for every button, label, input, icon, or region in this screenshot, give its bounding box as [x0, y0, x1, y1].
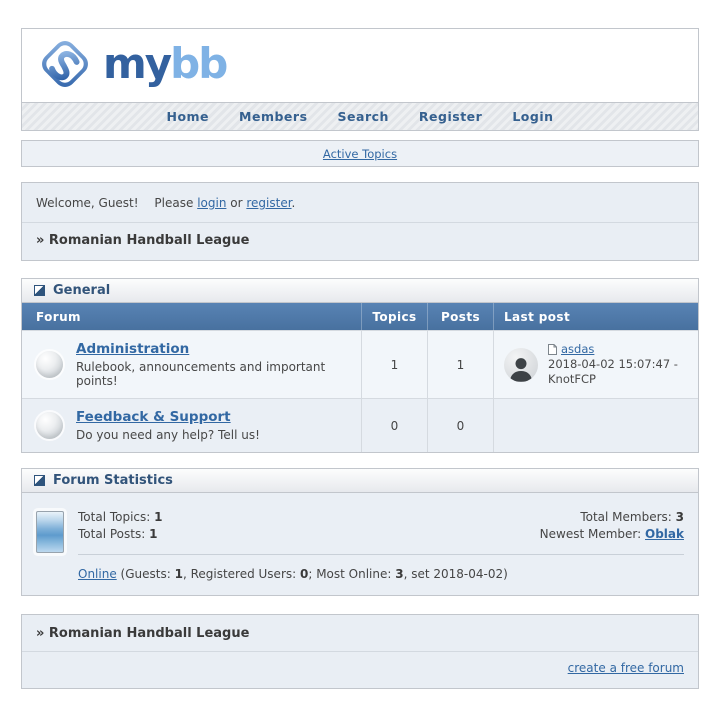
statistics-content	[78, 509, 684, 582]
welcome-message	[22, 183, 698, 222]
total-members-label: Total Members:	[580, 510, 676, 524]
create-free-forum-link[interactable]: create a free forum	[567, 661, 684, 676]
table-row	[22, 330, 698, 398]
statistics-icon	[36, 511, 64, 553]
total-topics-line	[78, 509, 163, 526]
category-header	[22, 279, 698, 303]
online-text: (Guests:	[116, 566, 175, 581]
logo-bb: bb	[170, 38, 227, 88]
topics-count: 0	[361, 399, 427, 452]
welcome-period: .	[291, 196, 296, 210]
nav-item-register[interactable]: Register	[418, 109, 483, 124]
registered-count: 0	[299, 566, 309, 581]
last-post-title-line	[548, 342, 678, 357]
total-topics-value: 1	[154, 510, 163, 524]
statistics-columns	[78, 509, 684, 543]
active-topics-bar	[21, 140, 699, 167]
statistics-divider	[78, 554, 684, 555]
statistics-right-column	[540, 509, 684, 543]
online-line	[78, 566, 684, 583]
header-forum: Forum	[36, 309, 81, 324]
login-link[interactable]: login	[197, 196, 227, 210]
total-members-line	[540, 509, 684, 526]
total-posts-label: Total Posts:	[78, 526, 150, 541]
document-icon	[548, 344, 557, 355]
avatar[interactable]	[504, 348, 538, 382]
newest-member-line	[540, 526, 684, 543]
collapse-icon[interactable]	[34, 285, 45, 296]
page-container	[21, 0, 699, 689]
newest-member-label: Newest Member:	[539, 526, 646, 541]
forum-description: Do you need any help? Tell us!	[76, 428, 260, 442]
mybb-logo-icon	[35, 34, 95, 97]
posts-count: 1	[427, 331, 493, 398]
collapse-icon[interactable]	[34, 475, 45, 486]
nav-item-login[interactable]: Login	[512, 109, 554, 124]
forum-info	[76, 409, 260, 442]
welcome-panel	[21, 182, 699, 261]
footer-link-row	[22, 652, 698, 688]
header-last-post: Last post	[493, 303, 698, 330]
last-post-info	[548, 342, 678, 387]
header-posts: Posts	[427, 303, 493, 330]
breadcrumb: » Romanian Handball League	[22, 222, 698, 260]
last-post-date: 2018-04-02 15:07:47 -	[548, 357, 678, 372]
register-link[interactable]: register	[246, 196, 292, 210]
forum-status-icon	[36, 412, 63, 439]
main-nav	[21, 103, 699, 131]
mybb-logo-text	[103, 38, 227, 88]
online-text: , Registered Users:	[182, 566, 300, 581]
forum-cell	[22, 399, 361, 452]
last-post-topic-link[interactable]: asdas	[561, 342, 595, 357]
newest-member-link[interactable]: Oblak	[645, 526, 684, 541]
last-post-cell-empty	[493, 399, 698, 452]
last-post-cell	[493, 331, 698, 398]
forum-link-feedback[interactable]: Feedback & Support	[76, 409, 231, 425]
statistics-left-column	[78, 509, 163, 543]
mybb-logo[interactable]	[35, 34, 226, 97]
forum-statistics-panel	[21, 468, 699, 596]
welcome-or: or	[230, 196, 243, 210]
statistics-body	[22, 493, 698, 595]
footer-panel	[21, 614, 699, 689]
online-text: ; Most Online:	[308, 566, 396, 581]
total-members-value: 3	[675, 510, 684, 524]
footer-breadcrumb: » Romanian Handball League	[22, 615, 698, 652]
forum-info	[76, 341, 351, 388]
statistics-title: Forum Statistics	[53, 473, 173, 488]
total-posts-value: 1	[149, 526, 158, 541]
last-post-author: KnotFCP	[548, 371, 596, 386]
category-title: General	[53, 283, 111, 298]
forum-status-icon	[36, 351, 63, 378]
nav-item-home[interactable]: Home	[166, 109, 210, 124]
forum-link-administration[interactable]: Administration	[76, 341, 190, 357]
table-row	[22, 398, 698, 452]
active-topics-link[interactable]: Active Topics	[322, 146, 398, 161]
site-header	[21, 28, 699, 103]
forum-description: Rulebook, announcements and important points!	[76, 360, 326, 388]
forum-category-general	[21, 278, 699, 453]
forum-cell	[22, 331, 361, 398]
online-text: , set 2018-04-02)	[403, 566, 508, 581]
welcome-please: Please	[154, 196, 194, 210]
nav-item-search[interactable]: Search	[337, 109, 389, 124]
forum-table-header	[22, 303, 698, 330]
nav-item-members[interactable]: Members	[239, 109, 308, 124]
total-topics-label: Total Topics:	[78, 510, 155, 524]
total-posts-line	[78, 526, 163, 543]
posts-count: 0	[427, 399, 493, 452]
guests-count: 1	[174, 566, 183, 581]
welcome-greeting: Welcome, Guest!	[36, 196, 139, 210]
statistics-header	[22, 469, 698, 493]
most-online-count: 3	[395, 566, 404, 581]
topics-count: 1	[361, 331, 427, 398]
header-topics: Topics	[361, 303, 427, 330]
logo-my: my	[103, 38, 171, 88]
online-link[interactable]: Online	[78, 566, 117, 581]
